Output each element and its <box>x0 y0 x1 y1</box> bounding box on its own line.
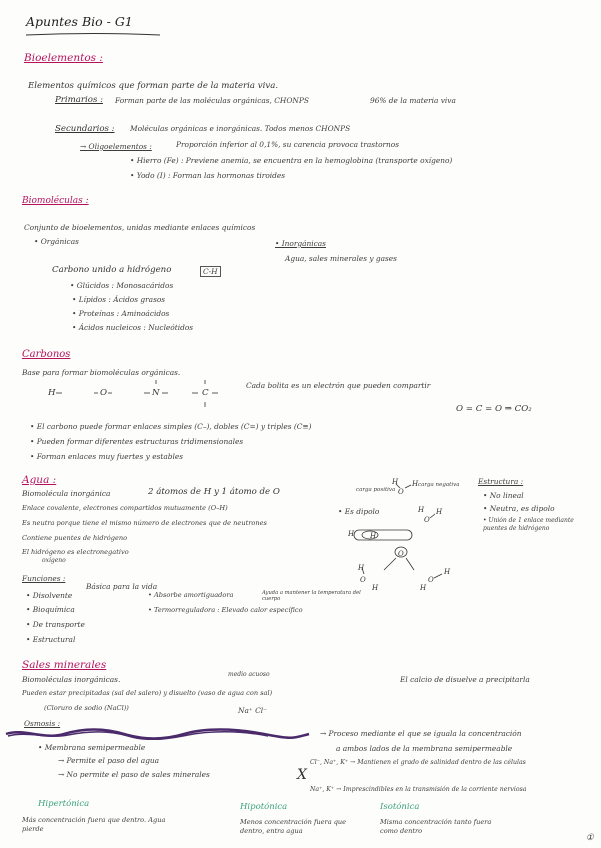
agua-line-1b: 2 átomos de H y 1 átomo de O <box>148 487 280 497</box>
svg-text:H: H <box>370 532 377 540</box>
primarios-text: Forman parte de las moléculas orgánicas, CHONPS <box>115 96 309 105</box>
sales-heading: Sales minerales <box>22 659 107 671</box>
page-number: ① <box>586 833 594 843</box>
hipertonica-text: Más concentración fuera que dentro. Agua pierde <box>22 816 166 833</box>
svg-text:H: H <box>358 564 365 572</box>
svg-text:H: H <box>444 568 451 576</box>
hipertonica-label: Hipertónica <box>38 799 90 809</box>
sales-line-3: (Cloruro de sodio (NaCl)) <box>44 704 129 712</box>
carbonos-bullet-1: • El carbono puede formar enlaces simples (C–), dobles (C=) y triples (C≡) <box>30 422 312 431</box>
hipotonica-text: Menos concentración fuera que dentro, entra agua <box>240 818 347 835</box>
funcion-estructural: • Estructural <box>26 635 76 644</box>
estructura-item-2: • Neutra, es dipolo <box>483 504 555 513</box>
svg-text:H: H <box>418 506 425 514</box>
biomoleculas-heading: Biomoléculas : <box>22 196 89 206</box>
hierro-text: • Hierro (Fe) : Previene anemia, se encuentra en la hemoglobina (transporte oxígeno) <box>130 156 453 165</box>
svg-text:O: O <box>424 516 430 524</box>
carbonos-bullet-3: • Forman enlaces muy fuertes y estables <box>30 452 184 461</box>
scribble-strike <box>4 728 314 740</box>
svg-text:H: H <box>348 530 355 538</box>
atom-o: O <box>100 388 108 398</box>
carbonos-base: Base para formar biomoléculas orgánicas. <box>22 368 181 377</box>
osmosis-proceso: → Proceso mediante el que se iguala la concentración <box>320 729 522 738</box>
estructura-item-3: • Unión de 1 enlace mediante puentes de hidrógeno <box>483 517 574 532</box>
agua-line-3: Es neutra porque tiene el mismo número de electrones que de neutrones <box>22 519 267 527</box>
primarios-label: Primarios : <box>55 95 103 105</box>
sales-line-2: Pueden estar precipitadas (sal del salero) y disuelto (vaso de agua con sal) <box>22 689 273 697</box>
lipidos-item: • Lípidos : Ácidos grasos <box>72 295 166 304</box>
ch-box: C-H <box>200 266 221 277</box>
svg-text:O: O <box>360 576 366 584</box>
svg-text:H: H <box>420 584 427 592</box>
svg-text:O: O <box>428 576 434 584</box>
agua-line-1a: Biomolécula inorgánica <box>22 489 111 498</box>
proteinas-item: • Proteínas : Aminoácidos <box>72 309 170 318</box>
agua-line-5b: oxígeno <box>42 557 66 564</box>
funciones-heading: Funciones : <box>22 574 66 583</box>
glucidos-item: • Glúcidos : Monosacáridos <box>70 281 174 290</box>
secundarios-label: Secundarios : <box>55 124 115 134</box>
svg-text:H: H <box>392 478 399 486</box>
biomoleculas-def: Conjunto de bioelementos, unidas mediante enlaces químicos <box>24 223 256 232</box>
carbonos-heading: Carbonos <box>22 349 71 360</box>
funcion-amortiguadora: • Absorbe amortiguadora <box>148 591 234 599</box>
funciones-note: Básica para la vida <box>86 582 158 591</box>
co2-formula: O = C = O ⇒ CO₂ <box>456 404 532 414</box>
charge-negative-label: carga negativa <box>418 482 460 488</box>
inorganicas-label: • Inorgánicas <box>275 239 326 248</box>
funcion-amortiguadora-note: Ayuda a mantener la temperatura del cuerpo <box>262 590 361 603</box>
bioelementos-heading: Bioelementos : <box>24 52 103 64</box>
agua-line-2: Enlace covalente, electrones compartidos mutuamente (O–H) <box>22 504 228 512</box>
atom-c: C <box>202 388 209 398</box>
charge-positive-label: carga positiva <box>356 487 396 493</box>
funcion-disolvente: • Disolvente <box>26 591 73 600</box>
atom-h: H <box>48 388 56 398</box>
sales-ions: Na⁺ Cl⁻ <box>238 706 268 715</box>
agua-heading: Agua : <box>22 474 57 486</box>
agua-line-5: El hidrógeno es electronegativo <box>22 548 129 556</box>
no-permite-text: → No permite el paso de sales minerales <box>58 770 210 779</box>
acidos-item: • Ácidos nucleicos : Nucleótidos <box>72 323 194 332</box>
title-underline <box>24 32 164 38</box>
isotonica-text: Misma concentración tanto fuera como dentro <box>380 818 492 835</box>
hipotonica-label: Hipotónica <box>240 802 288 812</box>
page-title: Apuntes Bio - G1 <box>26 14 133 29</box>
dipolo-label: • Es dipolo <box>338 507 380 516</box>
oligo-text: Proporción inferior al 0,1%, su carencia provoca trastornos <box>176 140 400 149</box>
carbono-text: Carbono unido a hidrógeno <box>52 265 172 275</box>
carbonos-bullet-2: • Pueden formar diferentes estructuras tridimensionales <box>30 437 244 446</box>
electron-dots-diagram <box>40 380 230 410</box>
sales-medio-note: medio acuoso <box>228 671 270 678</box>
osmosis-proceso-2: a ambos lados de la membrana semipermeable <box>336 744 513 753</box>
svg-text:H: H <box>412 480 419 488</box>
x-mark: X <box>297 767 307 783</box>
funcion-termorreguladora: • Termorreguladora : Elevado calor específico <box>148 606 303 614</box>
permite-text: → Permite el paso del agua <box>58 756 160 765</box>
estructura-item-1: • No lineal <box>483 491 524 500</box>
oligo-label: → Oligoelementos : <box>80 142 152 151</box>
svg-text:O: O <box>398 488 404 496</box>
membrana-label: • Membrana semipermeable <box>38 743 146 752</box>
bioelementos-def: Elementos químicos que forman parte de la materia viva. <box>28 81 279 91</box>
svg-text:O: O <box>398 550 404 558</box>
ions-list-2: Na⁺, K⁺ → Imprescindibles en la transmisión de la corriente nerviosa <box>310 786 527 793</box>
osmosis-heading: Osmosis : <box>24 719 61 728</box>
water-molecule-diagram <box>340 478 475 598</box>
svg-text:H: H <box>372 584 379 592</box>
isotonica-label: Isotónica <box>380 802 420 812</box>
electron-note: Cada bolita es un electrón que pueden compartir <box>246 381 431 390</box>
estructura-heading: Estructura : <box>478 477 524 486</box>
yodo-text: • Yodo (I) : Forman las hormonas tiroides <box>130 171 286 180</box>
ions-list: Cl⁻, Na⁺, K⁺ → Mantienen el grado de salinidad dentro de las células <box>310 759 526 766</box>
funcion-transporte: • De transporte <box>26 620 85 629</box>
atom-n: N <box>152 388 160 398</box>
organicas-label: • Orgánicas <box>34 237 79 246</box>
primarios-pct: 96% de la materia viva <box>370 96 456 105</box>
funcion-bioquimica: • Bioquímica <box>26 605 75 614</box>
sales-line-1: Biomoléculas inorgánicas. <box>22 675 121 684</box>
secundarios-text: Moléculas orgánicas e inorgánicas. Todos menos CHONPS <box>130 124 351 133</box>
agua-line-4: Contiene puentes de hidrógeno <box>22 534 128 542</box>
inorganicas-text: Agua, sales minerales y gases <box>285 254 397 263</box>
svg-text:H: H <box>436 508 443 516</box>
calcio-note: El calcio de disuelve a precipitarla <box>400 675 530 684</box>
